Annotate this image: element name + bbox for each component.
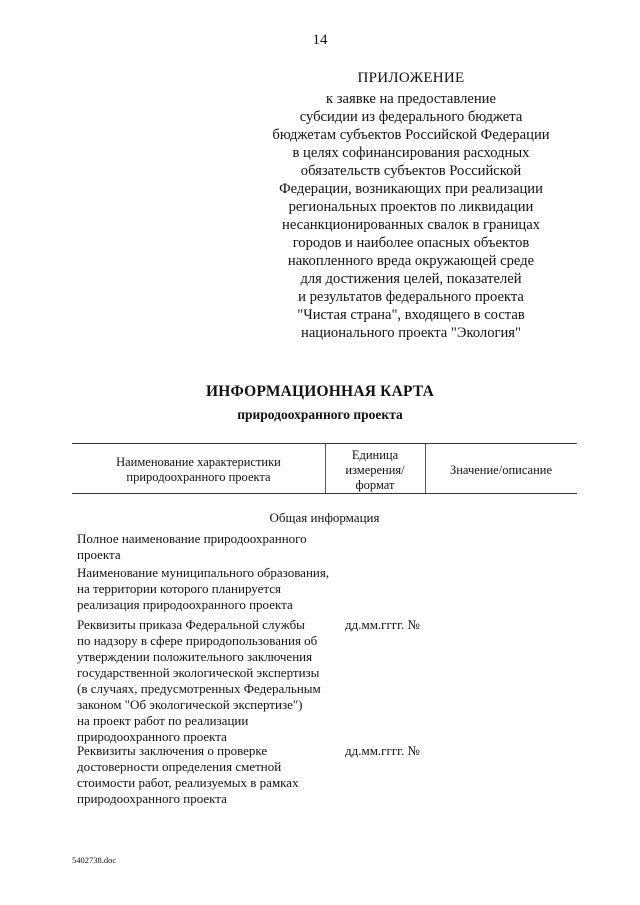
- appendix-line: обязательств субъектов Российской: [300, 163, 522, 179]
- header-unit: Единица измерения/ формат: [345, 448, 405, 492]
- table-row: [77, 565, 347, 613]
- appendix-line: несанкционированных свалок в границах: [282, 217, 540, 233]
- row-unit: дд.мм.гггг. №: [345, 743, 420, 758]
- appendix-line: для достижения целей, показателей: [300, 271, 522, 287]
- row-label: на территории которого планируется: [77, 581, 281, 596]
- row-label: достоверности определения сметной: [77, 759, 282, 774]
- row-label: стоимости работ, реализуемых в рамках: [77, 775, 299, 790]
- appendix-line: Федерации, возникающих при реализации: [279, 181, 543, 197]
- row-label: Полное наименование природоохранного: [77, 531, 307, 546]
- file-name-footer: 5402738.doc: [72, 855, 117, 865]
- card-title: ИНФОРМАЦИОННАЯ КАРТА: [205, 383, 435, 400]
- table-header-bottom-border: [72, 493, 577, 494]
- appendix-line: накопленного вреда окружающей среде: [287, 253, 535, 269]
- appendix-line: региональных проектов по ликвидации: [288, 199, 534, 215]
- appendix-line: и результатов федерального проекта: [298, 289, 524, 305]
- section-title: Общая информация: [269, 510, 380, 525]
- table-row: [77, 743, 347, 807]
- header-value: Значение/описание: [449, 463, 553, 477]
- row-label: природоохранного проекта: [77, 729, 227, 744]
- appendix-line: субсидии из федерального бюджета: [299, 109, 523, 125]
- card-subtitle: природоохранного проекта: [237, 407, 403, 422]
- row-label: по надзору в сфере природопользования об: [77, 633, 318, 648]
- row-label: реализация природоохранного проекта: [77, 597, 293, 612]
- appendix-line: национального проекта "Экология": [301, 325, 521, 341]
- appendix-line: в целях софинансирования расходных: [292, 145, 530, 161]
- row-label: на проект работ по реализации: [77, 713, 249, 728]
- row-label: утверждении положительного заключения: [77, 649, 313, 664]
- row-label: Наименование муниципального образования,: [77, 565, 330, 580]
- appendix-line: городов и наиболее опасных объектов: [292, 235, 530, 251]
- table-row: [77, 617, 347, 745]
- appendix-line: "Чистая страна", входящего в состав: [297, 307, 525, 323]
- row-label: природоохранного проекта: [77, 791, 227, 806]
- header-name: Наименование характеристики природоохранного проекта: [116, 455, 281, 484]
- row-label: Реквизиты приказа Федеральной службы: [77, 617, 305, 632]
- row-label: государственной экологической экспертизы: [77, 665, 320, 680]
- appendix-line: к заявке на предоставление: [326, 91, 496, 107]
- page-number: 14: [312, 32, 328, 48]
- row-label: Реквизиты заключения о проверке: [77, 743, 268, 758]
- row-unit: дд.мм.гггг. №: [345, 617, 420, 632]
- row-label: проекта: [77, 547, 121, 562]
- appendix-line: бюджетам субъектов Российской Федерации: [272, 127, 550, 143]
- appendix-title: ПРИЛОЖЕНИЕ: [357, 70, 465, 86]
- row-label: (в случаях, предусмотренных Федеральным: [77, 681, 321, 696]
- row-label: законом "Об экологической экспертизе"): [77, 697, 303, 712]
- table-row: [77, 531, 347, 563]
